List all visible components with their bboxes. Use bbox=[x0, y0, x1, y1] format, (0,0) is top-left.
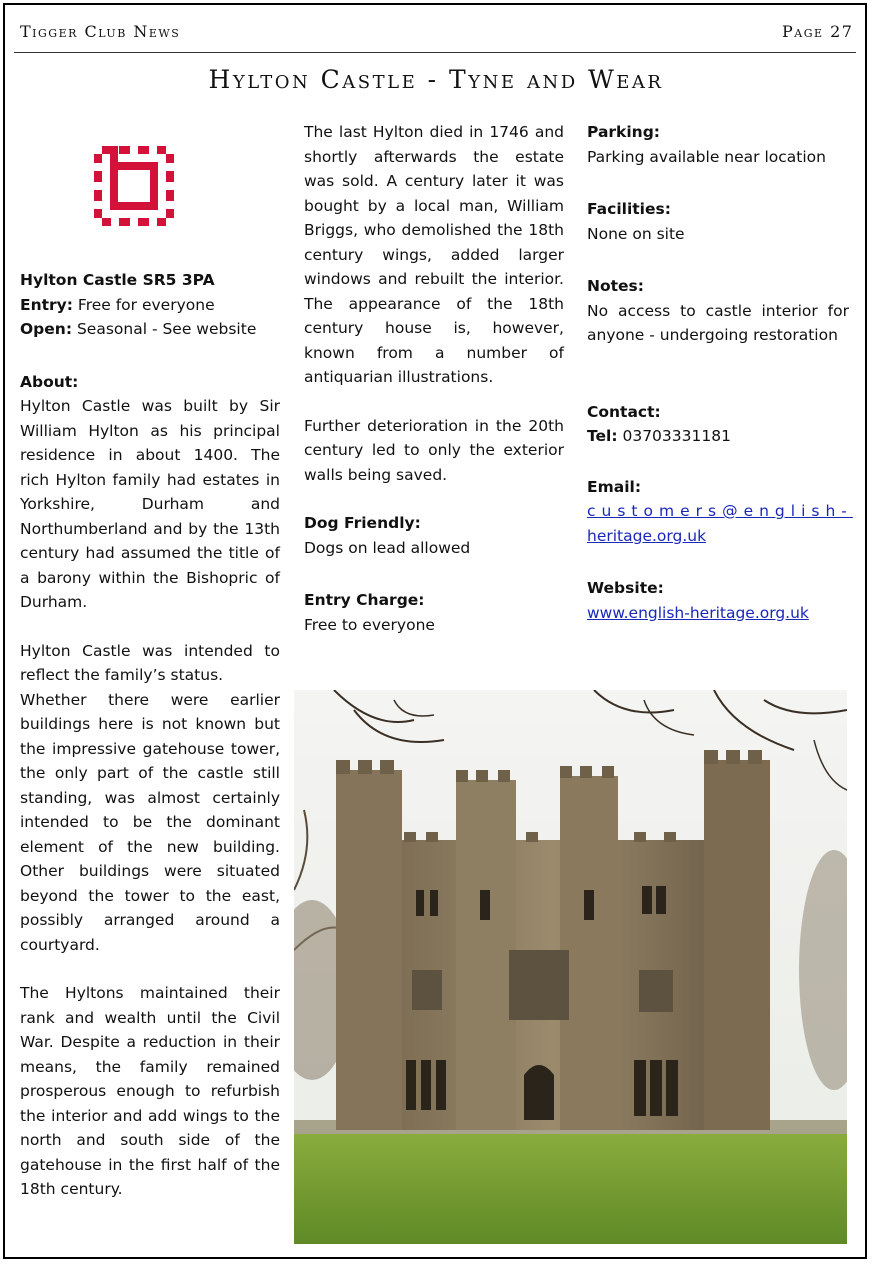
newsletter-name: Tigger Club News bbox=[20, 22, 181, 41]
notes-value: No access to castle interior for anyone - undergoing restoration bbox=[587, 301, 849, 344]
parking-heading: Parking: bbox=[587, 123, 660, 141]
open-line: Open: Seasonal - See website bbox=[20, 320, 257, 338]
castle-address: Hylton Castle SR5 3PA bbox=[20, 271, 215, 289]
english-heritage-logo-icon bbox=[84, 136, 184, 236]
facilities-value: None on site bbox=[587, 224, 685, 243]
about-paragraph-3: The Hyltons maintained their rank and wealth until the Civil War. Despite a reduction in their means, the family remained prosperous enough to refurbish the interior and add wings to the north and south side of the gatehouse in the first half of the 18th century. bbox=[20, 984, 280, 1198]
right-column bbox=[587, 120, 853, 625]
dog-friendly-value: Dogs on lead allowed bbox=[304, 538, 471, 557]
email-link-continued[interactable]: heritage.org.uk bbox=[587, 526, 707, 545]
website-link[interactable]: www.english-heritage.org.uk bbox=[587, 603, 809, 622]
page-title: Hylton Castle - Tyne and Wear bbox=[208, 65, 664, 94]
page-number: Page 27 bbox=[782, 22, 854, 41]
about-paragraph-1: Hylton Castle was built by Sir William Hylton as his principal residence in about 1400. The rich Hylton family had estates in Yorkshire, Durham and Northumberland and by the 13th century had assumed the title of a barony within the Bishopric of Durham. bbox=[20, 397, 280, 611]
hylton-castle-photo bbox=[294, 690, 847, 1244]
contact-heading: Contact: bbox=[587, 402, 661, 421]
email-heading: Email: bbox=[587, 477, 642, 496]
parking-value: Parking available near location bbox=[587, 147, 826, 166]
entry-line: Entry: Free for everyone bbox=[20, 295, 215, 314]
website-heading: Website: bbox=[587, 579, 664, 597]
history-paragraph-1: The last Hylton died in 1746 and shortly afterwards the estate was sold. A century later it was bought by a local man, William Briggs, who demolished the 18th century wings, added larger windows and rebuilt the interior. The appearance of the 18th century house is, however, known from a number of antiquarian illustrations. bbox=[304, 123, 564, 386]
email-link[interactable]: customers@english- bbox=[587, 502, 853, 520]
history-paragraph-2: Further deterioration in the 20th century led to only the exterior walls being saved. bbox=[304, 416, 564, 484]
dog-friendly-heading: Dog Friendly: bbox=[304, 514, 421, 532]
entry-charge-heading: Entry Charge: bbox=[304, 591, 425, 609]
notes-heading: Notes: bbox=[587, 277, 644, 295]
about-paragraph-2a: Hylton Castle was intended to reflect the family’s status. bbox=[20, 641, 280, 684]
left-column bbox=[20, 268, 280, 1202]
about-paragraph-2b: Whether there were earlier buildings here is not known but the impressive gatehouse tower, the only part of the castle still standing, was almost certainly intended to be the dominant element of the new building. Other buildings were situated beyond the tower to the east, possibly arranged around a courtyard. bbox=[20, 690, 280, 954]
telephone-line: Tel: 03703331181 bbox=[587, 427, 731, 445]
middle-column bbox=[304, 120, 564, 637]
facilities-heading: Facilities: bbox=[587, 200, 671, 218]
header-divider bbox=[14, 52, 856, 53]
about-heading: About: bbox=[20, 372, 79, 391]
entry-charge-value: Free to everyone bbox=[304, 615, 435, 634]
